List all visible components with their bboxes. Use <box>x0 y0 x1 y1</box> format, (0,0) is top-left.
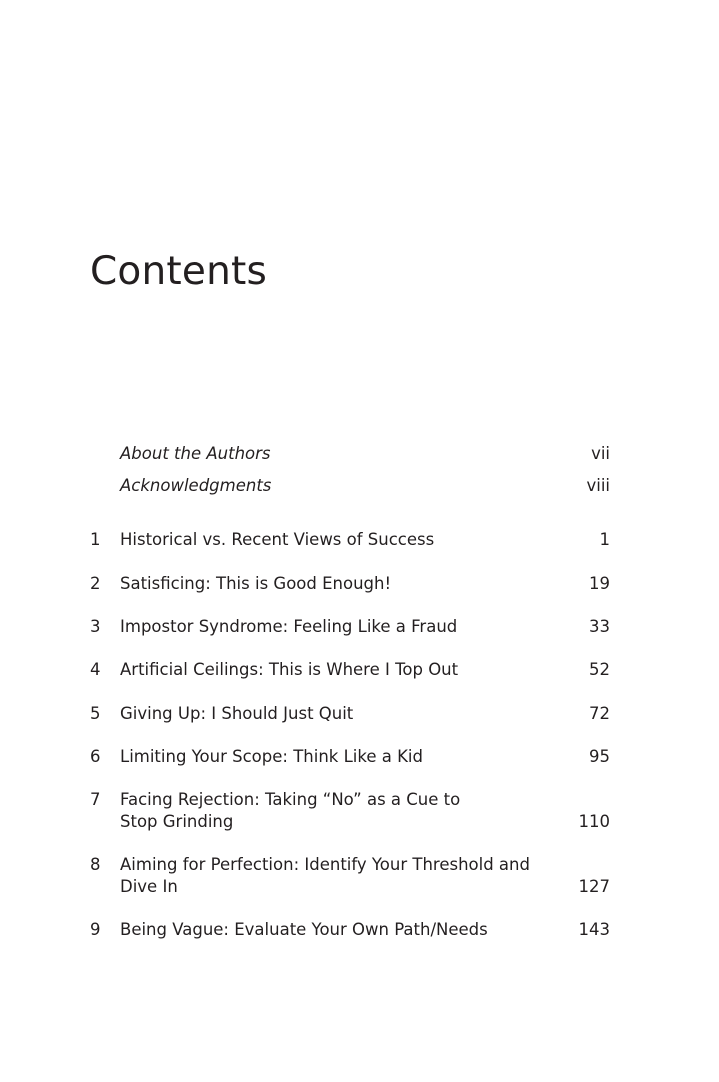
toc-entry-page: vii <box>591 444 610 463</box>
chapter-title-line: Aiming for Perfection: Identify Your Threshold and <box>120 855 530 874</box>
chapter-title <box>120 919 530 941</box>
chapter-page: 143 <box>578 920 610 939</box>
chapter-number: 4 <box>90 660 101 679</box>
chapter-number: 7 <box>90 790 101 809</box>
chapter-title <box>120 854 530 898</box>
chapter-number: 5 <box>90 704 101 723</box>
chapter-title <box>120 659 530 681</box>
chapter-number: 3 <box>90 617 101 636</box>
chapter-number: 1 <box>90 530 101 549</box>
chapter-page: 72 <box>589 704 610 723</box>
chapter-title-line: Satisficing: This is Good Enough! <box>120 574 392 593</box>
chapter-number: 9 <box>90 920 101 939</box>
toc-entry-title: About the Authors <box>120 444 271 463</box>
chapter-title <box>120 529 530 551</box>
chapter-number: 6 <box>90 747 101 766</box>
chapter-title <box>120 789 530 833</box>
chapter-title <box>120 703 530 725</box>
chapter-page: 19 <box>589 574 610 593</box>
chapter-title <box>120 616 530 638</box>
toc-entry-title: Acknowledgments <box>120 476 272 495</box>
chapter-title-line: Historical vs. Recent Views of Success <box>120 530 435 549</box>
chapter-title-line: Impostor Syndrome: Feeling Like a Fraud <box>120 617 458 636</box>
chapter-title-line: Limiting Your Scope: Think Like a Kid <box>120 747 423 766</box>
chapter-title <box>120 573 530 595</box>
chapter-page: 127 <box>578 877 610 896</box>
chapter-number: 8 <box>90 855 101 874</box>
chapter-page: 110 <box>578 812 610 831</box>
toc-entry-page: viii <box>586 476 610 495</box>
chapter-title-line: Artificial Ceilings: This is Where I Top Out <box>120 660 459 679</box>
chapter-title-line: Giving Up: I Should Just Quit <box>120 704 354 723</box>
page-title: Contents <box>90 249 268 294</box>
chapter-page: 95 <box>589 747 610 766</box>
chapter-page: 1 <box>599 530 610 549</box>
chapter-title-line: Stop Grinding <box>120 812 234 831</box>
chapter-title-line: Facing Rejection: Taking “No” as a Cue to <box>120 790 461 809</box>
chapter-title-line: Being Vague: Evaluate Your Own Path/Needs <box>120 920 488 939</box>
chapter-page: 52 <box>589 660 610 679</box>
chapter-number: 2 <box>90 574 101 593</box>
chapter-title <box>120 746 530 768</box>
chapter-title-line: Dive In <box>120 877 178 896</box>
chapter-page: 33 <box>589 617 610 636</box>
